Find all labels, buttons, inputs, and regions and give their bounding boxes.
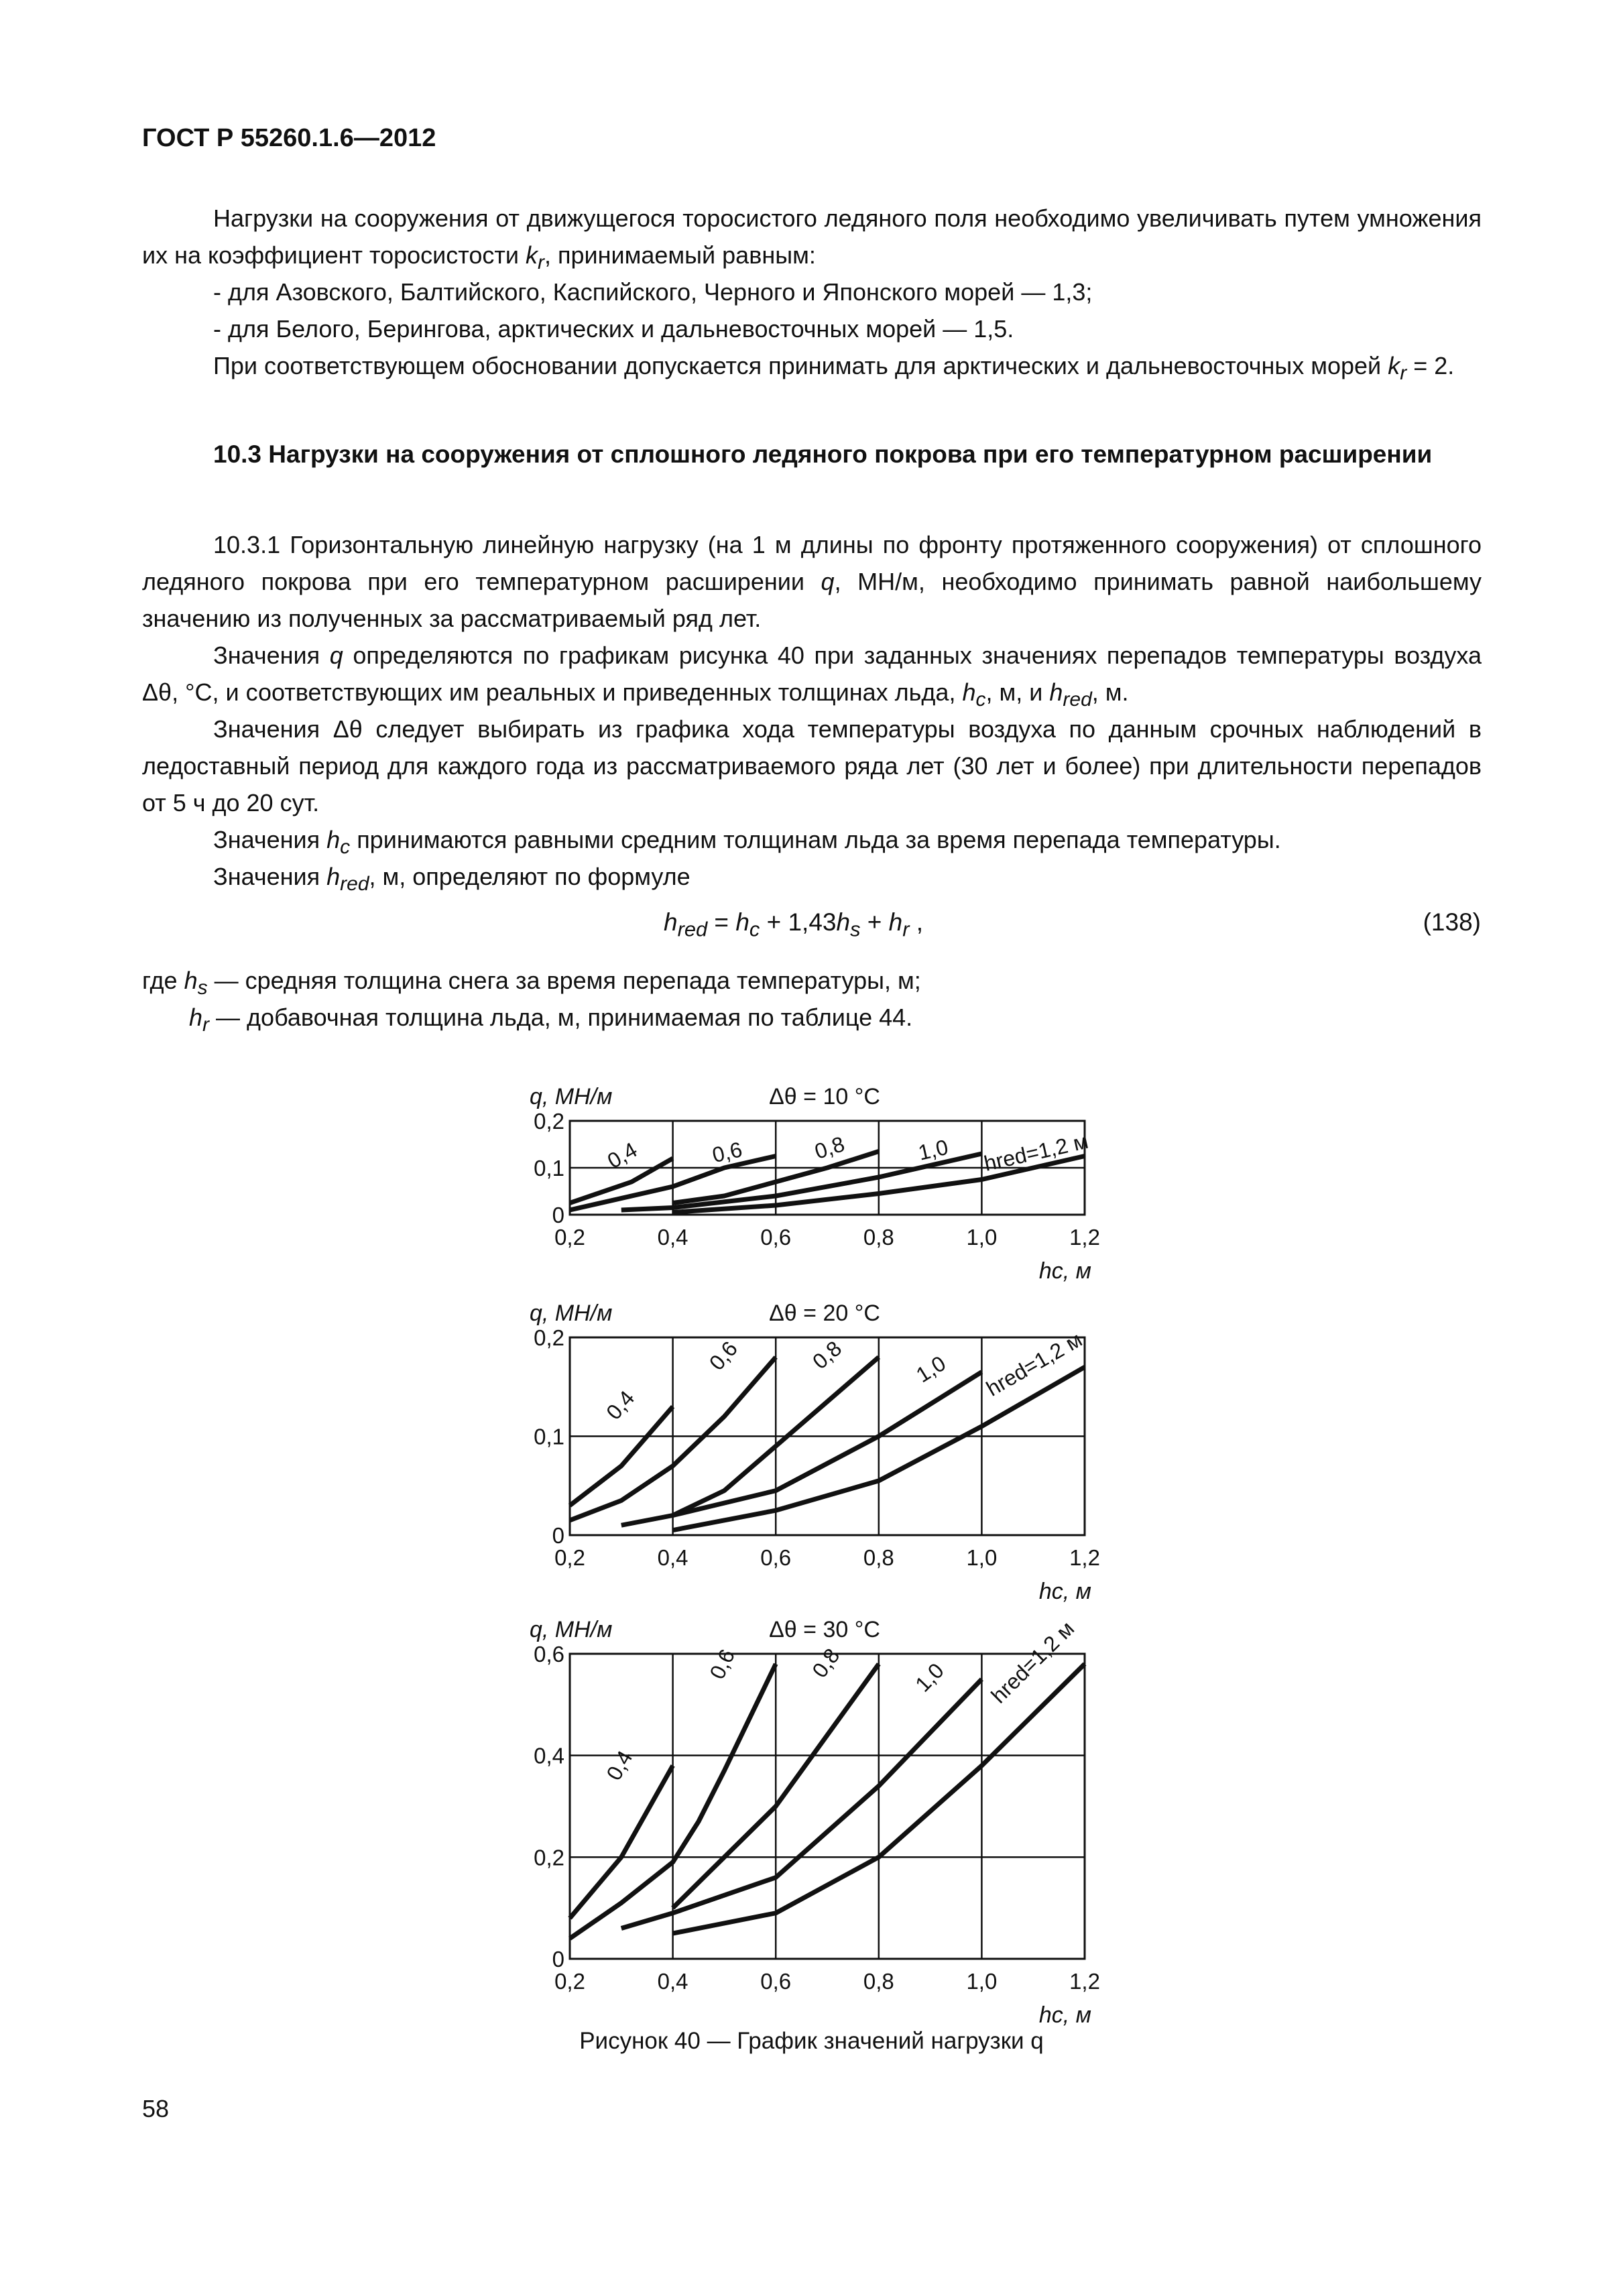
y-axis-label: q, МН/м [530, 1617, 613, 1642]
equation-number: (138) [1423, 908, 1481, 936]
x-tick-label: 0,8 [863, 1969, 894, 1994]
series-label: 0,8 [808, 1336, 847, 1374]
paragraph-ridging: Нагрузки на сооружения от движущегося торосистого ледяного поля необходимо увеличивать путем умножения их на коэффициент торосистости $k_r$, принимаемый равным: [142, 204, 1482, 274]
page-number: 58 [142, 2095, 170, 2122]
chart-title: Δθ = 30 °С [769, 1617, 880, 1642]
paragraph-10-3-1: 10.3.1 Горизонтальную линейную нагрузку (на 1 м длины по фронту протяженного сооружения) от сплошного ледяного покрова при его температурном расширении q, МН/м, необходимо принимать равной наибольшему значению из полученных за рассматриваемый ряд лет. [142, 531, 1482, 632]
x-tick-label: 0,4 [657, 1225, 688, 1250]
series-line [621, 1357, 879, 1526]
x-tick-label: 0,4 [657, 1969, 688, 1994]
x-tick-label: 0,2 [554, 1969, 585, 1994]
series-label: 0,4 [603, 1137, 642, 1174]
paragraph-q-values: Значения q определяются по графикам рисунка 40 при заданных значениях перепадов температуры воздуха Δθ, °С, и соответствующих им реальных и приведенных толщинах льда, $h_c$, м, и $h_{red}$, м. [142, 642, 1482, 711]
series-label: hred=1,2 м [982, 1327, 1087, 1401]
x-tick-label: 0,8 [863, 1225, 894, 1250]
y-tick-label: 0,1 [534, 1156, 564, 1181]
section-heading: 10.3 Нагрузки на сооружения от сплошного ледяного покрова при его температурном расширении [213, 440, 1433, 468]
x-tick-label: 1,0 [966, 1969, 998, 1994]
x-axis-label: hc, м [1038, 1579, 1091, 1604]
document-header: ГОСТ Р 55260.1.6—2012 [142, 124, 436, 152]
series-label: 0,4 [601, 1386, 640, 1425]
paragraph-justification: При соответствующем обосновании допускается принимать для арктических и дальневосточных морей $k_r = 2$. [213, 352, 1455, 385]
x-axis-label: hc, м [1038, 2002, 1091, 2028]
series-label: 1,0 [910, 1658, 949, 1697]
y-tick-label: 0,1 [534, 1424, 564, 1449]
paragraph-hred: Значения $h_{red}$, м, определяют по формуле [213, 863, 690, 896]
x-tick-label: 0,4 [657, 1545, 688, 1570]
series-label: hred=1,2 м [981, 1128, 1091, 1176]
y-tick-label: 0 [552, 1203, 564, 1227]
chart-title: Δθ = 20 °С [769, 1301, 880, 1326]
figure-caption: Рисунок 40 — График значений нагрузки q [579, 2028, 1044, 2054]
where-hs: где $h_s$ — средняя толщина снега за время перепада температуры, м; [142, 967, 921, 1000]
x-tick-label: 0,2 [554, 1225, 585, 1250]
x-tick-label: 0,6 [760, 1969, 792, 1994]
x-tick-label: 1,2 [1069, 1969, 1100, 1994]
y-tick-label: 0 [552, 1947, 564, 1972]
series-label: 0,6 [710, 1137, 745, 1168]
paragraph-hc: Значения $h_c$ принимаются равными средним толщинам льда за время перепада температуры. [213, 826, 1281, 859]
series-line [621, 1679, 982, 1929]
x-tick-label: 1,2 [1069, 1225, 1100, 1250]
paragraph-delta-theta: Значения Δθ следует выбирать из графика хода температуры воздуха по данным срочных наблюдений в ледоставный период для каждого года из рассматриваемого ряда лет (30 лет и более) при длительности перепадов от 5 ч до 20 сут. [142, 715, 1482, 817]
series-line [570, 1766, 673, 1919]
x-tick-label: 0,8 [863, 1545, 894, 1570]
x-tick-label: 0,6 [760, 1545, 792, 1570]
x-tick-label: 0,6 [760, 1225, 792, 1250]
series-label: 1,0 [916, 1134, 951, 1165]
series-label: 1,0 [912, 1351, 950, 1388]
list-item: - для Азовского, Балтийского, Каспийского, Черного и Японского морей — 1,3; [213, 278, 1093, 306]
y-tick-label: 0,2 [534, 1109, 564, 1134]
series-label: 0,6 [704, 1336, 743, 1375]
y-tick-label: 0 [552, 1523, 564, 1548]
list-item: - для Белого, Берингова, арктических и дальневосточных морей — 1,5. [213, 315, 1014, 343]
x-tick-label: 1,0 [966, 1225, 998, 1250]
y-tick-label: 0,2 [534, 1845, 564, 1870]
series-label: 0,4 [601, 1746, 638, 1785]
chart-title: Δθ = 10 °С [769, 1084, 880, 1109]
y-tick-label: 0,6 [534, 1642, 564, 1667]
x-axis-label: hc, м [1038, 1258, 1091, 1284]
series-label: 0,6 [705, 1645, 740, 1683]
y-tick-label: 0,2 [534, 1325, 564, 1350]
series-label: hred=1,2 м [986, 1616, 1079, 1708]
series-label: 0,8 [811, 1132, 848, 1164]
formula-138: $h_{red} = h_c + 1,43h_s + h_r$ , [664, 908, 924, 941]
series-label: 0,8 [807, 1644, 845, 1683]
y-axis-label: q, МН/м [530, 1084, 613, 1109]
x-tick-label: 1,2 [1069, 1545, 1100, 1570]
y-axis-label: q, МН/м [530, 1301, 613, 1326]
x-tick-label: 1,0 [966, 1545, 998, 1570]
where-hr: $h_r$ — добавочная толщина льда, м, принимаемая по таблице 44. [189, 1004, 913, 1036]
y-tick-label: 0,4 [534, 1743, 564, 1768]
x-tick-label: 0,2 [554, 1545, 585, 1570]
